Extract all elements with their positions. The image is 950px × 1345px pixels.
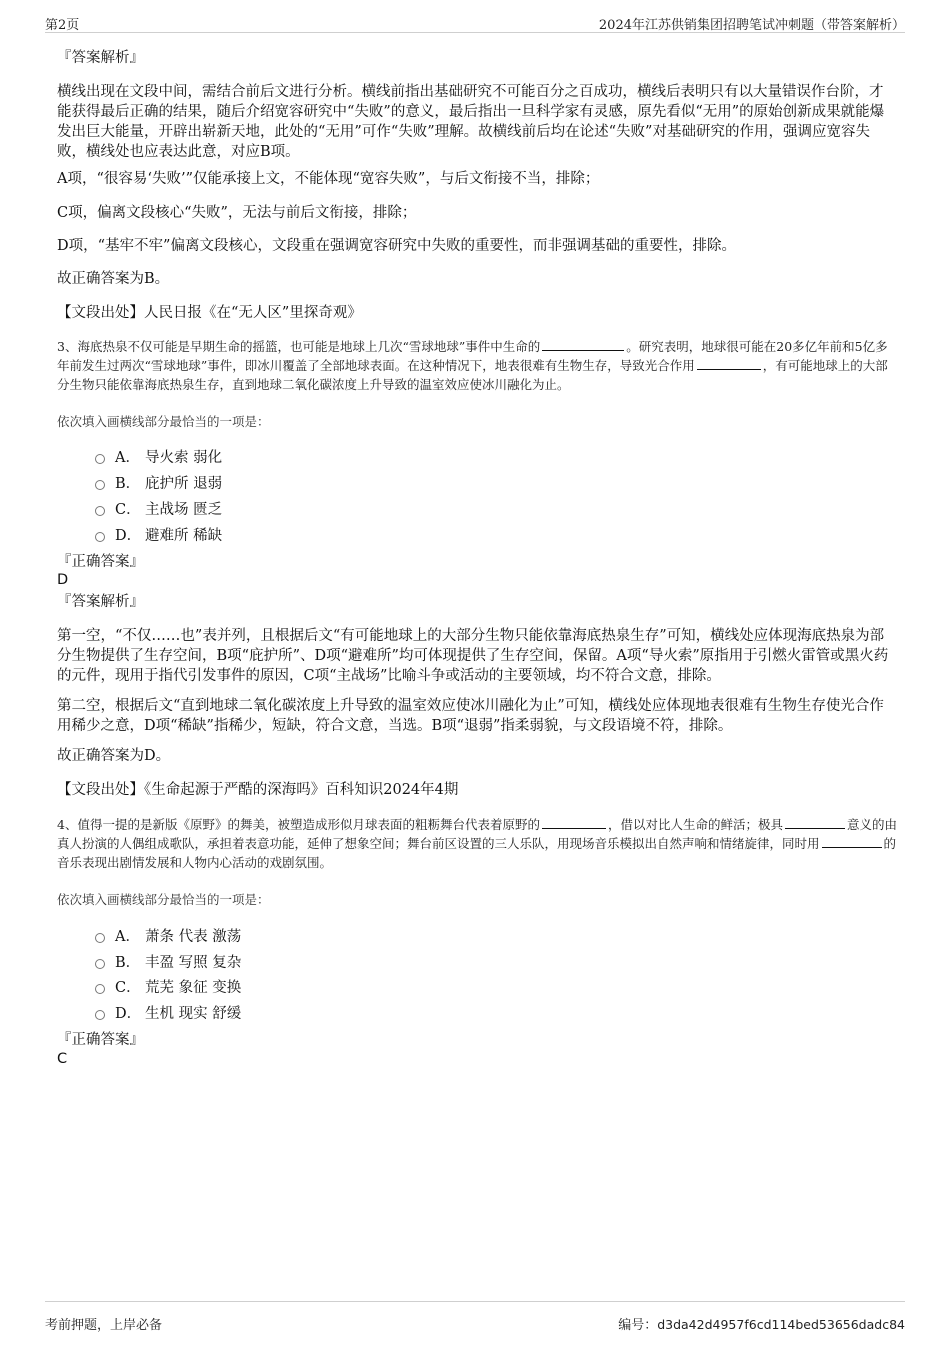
analysis-label: 『答案解析』: [57, 50, 144, 66]
footer-slogan: 考前押题，上岸必备: [45, 1318, 163, 1333]
fill-blank-3: [822, 835, 882, 848]
option-a[interactable]: A． 萧条 代表 激荡: [95, 925, 241, 946]
fill-blank-1: [542, 338, 624, 351]
option-b[interactable]: B． 丰盈 写照 复杂: [95, 951, 241, 972]
option-d[interactable]: D． 避难所 稀缺: [95, 524, 222, 545]
radio-icon[interactable]: [95, 532, 105, 542]
radio-icon[interactable]: [95, 933, 105, 943]
option-b[interactable]: B． 庇护所 退弱: [95, 472, 222, 493]
option-c[interactable]: C． 荒芜 象征 变换: [95, 976, 241, 997]
radio-icon[interactable]: [95, 959, 105, 969]
fill-blank-2: [697, 357, 761, 370]
analysis-paragraph: 横线出现在文段中间，需结合前后文进行分析。横线前指出基础研究不可能百分之百成功，横线后表明只有以大量错误作台阶，才能获得最后正确的结果，随后介绍宽容研究中“失败”的意义，最后指出一旦科学家有灵感，原先看似“无用”的原始创新成果就能爆发出巨大能量，开辟出崭新天地，此处的“无用”可作“失败”理解。故横线前后均在论述“失败”对基础研究的作用，强调应宽容失败，横线处也应表达此意，对应B项。: [57, 84, 885, 160]
fill-blank-1: [542, 816, 606, 829]
radio-icon[interactable]: [95, 1010, 105, 1020]
option-a[interactable]: A． 导火索 弱化: [95, 446, 222, 467]
stem-text: 的音乐表现出剧情发展和人物内心活动的戏剧氛围。: [57, 836, 897, 870]
answer-label: 『正确答案』: [57, 1032, 144, 1048]
stem-text: ，有可能地球上的大部分生物只能依靠海底热泉生存，直到地球二氧化碳浓度上升导致的温室效应使冰川融化为止。: [57, 358, 888, 392]
analysis-option-d: D项，“基牢不牢”偏离文段核心，文段重在强调宽容研究中失败的重要性，而非强调基础的重要性，排除。: [57, 238, 736, 254]
stem-text: 3、海底热泉不仅可能是早期生命的摇篮，也可能是地球上几次“雪球地球”事件中生命的: [57, 339, 541, 354]
page-header: [45, 14, 905, 33]
option-c[interactable]: C． 主战场 匮乏: [95, 498, 222, 519]
answer-label: 『正确答案』: [57, 554, 144, 570]
stem-text: 4、值得一提的是新版《原野》的舞美，被塑造成形似月球表面的粗粝舞台代表着原野的: [57, 817, 540, 832]
conclusion: 故正确答案为B。: [57, 271, 170, 287]
source-citation: 【文段出处】人民日报《在“无人区”里探奇观》: [57, 305, 362, 321]
page-footer: [45, 1301, 905, 1332]
radio-icon[interactable]: [95, 984, 105, 994]
page-number: 第2页: [45, 18, 80, 33]
analysis-option-c: C项，偏离文段核心“失败”，无法与前后文衔接，排除；: [57, 205, 417, 221]
stem-text: 。研究表明，地球很可能在20多亿年前和5亿多年前发生过两次“雪球地球”事件，即冰川覆盖了全部地球表面。在这种情况下，地表很难有生物生存，导致光合作用: [57, 339, 888, 373]
analysis-option-a: A项，“很容易‘失败’”仅能承接上文，不能体现“宽容失败”，与后文衔接不当，排除；: [57, 171, 600, 187]
fill-blank-2: [785, 816, 845, 829]
document-title: 2024年江苏供销集团招聘笔试冲刺题（带答案解析）: [598, 18, 905, 33]
question-3-instruction: 依次填入画横线部分最恰当的一项是：: [57, 414, 270, 429]
code-label: 编号：: [618, 1318, 658, 1333]
radio-icon[interactable]: [95, 454, 105, 464]
document-code: [618, 1314, 905, 1333]
question-3-stem: [57, 337, 897, 394]
stem-text: 意义的由真人扮演的人偶组成歌队，承担着表意功能，延伸了想象空间；舞台前区设置的三人乐队，用现场音乐模拟出自然声响和情绪旋律，同时用: [57, 817, 897, 851]
radio-icon[interactable]: [95, 480, 105, 490]
conclusion: 故正确答案为D。: [57, 748, 171, 764]
analysis-paragraph-2: 第二空，根据后文“直到地球二氧化碳浓度上升导致的温室效应使冰川融化为止”可知，横线处应体现地表很难有生物生存使光合作用稀少之意，D项“稀缺”指稀少，短缺，符合文意，当选。B项“退弱”指柔弱貌，与文段语境不符，排除。: [57, 698, 884, 734]
correct-answer: C: [57, 1051, 68, 1067]
radio-icon[interactable]: [95, 506, 105, 516]
option-d[interactable]: D． 生机 现实 舒缓: [95, 1002, 241, 1023]
question-4-instruction: 依次填入画横线部分最恰当的一项是：: [57, 892, 270, 907]
code-value: d3da42d4957f6cd114bed53656dadc84: [657, 1317, 905, 1332]
correct-answer: D: [57, 572, 69, 588]
stem-text: ，借以对比人生命的鲜活；极具: [607, 817, 783, 832]
analysis-paragraph-1: 第一空，“不仅……也”表并列，且根据后文“有可能地球上的大部分生物只能依靠海底热泉生存”可知，横线处应体现海底热泉为部分生物提供了生存空间，B项“庇护所”、D项“避难所”均可体现提供了生存空间，保留。A项“导火索”原指用于引燃火雷管或黑火药的元件，现用于指代引发事件的原因，C项“主战场”比喻斗争或活动的主要领域，均不符合文意，排除。: [57, 628, 889, 684]
question-4-stem: [57, 815, 897, 872]
source-citation: 【文段出处】《生命起源于严酷的深海吗》百科知识2024年4期: [57, 782, 459, 798]
analysis-label: 『答案解析』: [57, 594, 144, 610]
